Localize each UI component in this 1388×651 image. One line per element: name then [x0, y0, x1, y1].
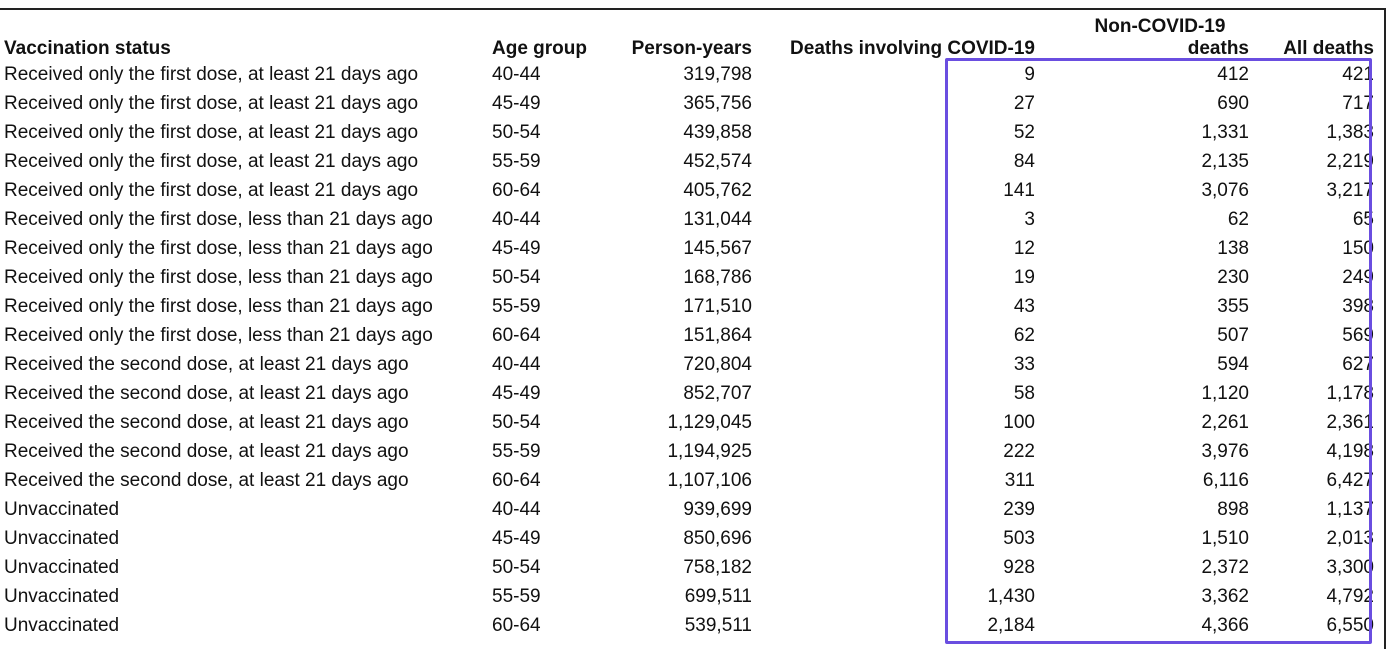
cell-covid-deaths: 928 — [1003, 557, 1035, 578]
cell-non-covid-deaths: 2,372 — [1201, 557, 1249, 578]
cell-person-years: 939,699 — [683, 499, 752, 520]
cell-all-deaths: 4,792 — [1326, 586, 1374, 607]
cell-covid-deaths: 3 — [1024, 209, 1035, 230]
cell-age-group: 50-54 — [492, 412, 541, 433]
cell-age-group: 45-49 — [492, 238, 541, 259]
cell-person-years: 151,864 — [683, 325, 752, 346]
cell-non-covid-deaths: 594 — [1217, 354, 1249, 375]
cell-covid-deaths: 33 — [1013, 354, 1035, 375]
header-person-years: Person-years — [631, 38, 752, 59]
table-row — [4, 495, 1376, 524]
cell-covid-deaths: 9 — [1024, 64, 1035, 85]
cell-age-group: 50-54 — [492, 267, 541, 288]
cell-non-covid-deaths: 6,116 — [1202, 470, 1249, 491]
cell-non-covid-deaths: 898 — [1217, 499, 1249, 520]
cell-covid-deaths: 19 — [1013, 267, 1035, 288]
cell-all-deaths: 150 — [1342, 238, 1374, 259]
cell-covid-deaths: 141 — [1003, 180, 1035, 201]
table-row — [4, 321, 1376, 350]
cell-non-covid-deaths: 2,261 — [1201, 412, 1249, 433]
cell-non-covid-deaths: 1,510 — [1201, 528, 1249, 549]
cell-covid-deaths: 311 — [1004, 470, 1035, 491]
cell-all-deaths: 627 — [1342, 354, 1374, 375]
cell-covid-deaths: 84 — [1013, 151, 1035, 172]
cell-all-deaths: 2,219 — [1326, 151, 1374, 172]
cell-all-deaths: 717 — [1342, 93, 1374, 114]
cell-vaccination-status: Received only the first dose, less than 21 days ago — [4, 325, 433, 346]
table-row — [4, 408, 1376, 437]
cell-covid-deaths: 239 — [1003, 499, 1035, 520]
cell-vaccination-status: Received the second dose, at least 21 days ago — [4, 470, 409, 491]
cell-non-covid-deaths: 3,076 — [1201, 180, 1249, 201]
cell-all-deaths: 2,013 — [1326, 528, 1374, 549]
cell-vaccination-status: Unvaccinated — [4, 615, 120, 636]
cell-covid-deaths: 2,184 — [987, 615, 1035, 636]
cell-person-years: 131,044 — [683, 209, 752, 230]
header-row — [4, 10, 1376, 60]
cell-age-group: 45-49 — [492, 93, 541, 114]
header-non-covid-line2: deaths — [1187, 38, 1249, 59]
cell-person-years: 171,510 — [683, 296, 752, 317]
header-covid-deaths: Deaths involving COVID-19 — [790, 38, 1035, 59]
cell-all-deaths: 65 — [1352, 209, 1374, 230]
table-body — [4, 60, 1376, 640]
cell-vaccination-status: Received only the first dose, at least 21 days ago — [4, 64, 419, 85]
cell-vaccination-status: Unvaccinated — [4, 557, 120, 578]
cell-covid-deaths: 58 — [1013, 383, 1035, 404]
cell-person-years: 405,762 — [683, 180, 752, 201]
cell-vaccination-status: Received the second dose, at least 21 days ago — [4, 412, 409, 433]
cell-person-years: 439,858 — [683, 122, 752, 143]
cell-covid-deaths: 503 — [1003, 528, 1035, 549]
cell-non-covid-deaths: 690 — [1217, 93, 1249, 114]
cell-all-deaths: 421 — [1342, 64, 1374, 85]
cell-all-deaths: 569 — [1342, 325, 1374, 346]
cell-non-covid-deaths: 2,135 — [1201, 151, 1249, 172]
cell-person-years: 319,798 — [683, 64, 752, 85]
cell-age-group: 40-44 — [492, 64, 541, 85]
header-non-covid-line1: Non-COVID-19 — [1094, 16, 1226, 37]
table-row — [4, 379, 1376, 408]
table-row — [4, 118, 1376, 147]
cell-non-covid-deaths: 230 — [1217, 267, 1249, 288]
cell-person-years: 852,707 — [683, 383, 752, 404]
cell-vaccination-status: Received the second dose, at least 21 days ago — [4, 383, 409, 404]
cell-non-covid-deaths: 355 — [1217, 296, 1249, 317]
cell-vaccination-status: Received only the first dose, at least 21 days ago — [4, 151, 419, 172]
cell-covid-deaths: 222 — [1003, 441, 1035, 462]
cell-person-years: 539,511 — [684, 615, 752, 636]
cell-vaccination-status: Received the second dose, at least 21 days ago — [4, 354, 409, 375]
cell-all-deaths: 1,383 — [1326, 122, 1374, 143]
cell-covid-deaths: 1,430 — [987, 586, 1035, 607]
cell-vaccination-status: Received the second dose, at least 21 days ago — [4, 441, 409, 462]
table-row — [4, 263, 1376, 292]
header-all-deaths: All deaths — [1283, 38, 1374, 59]
cell-age-group: 50-54 — [492, 122, 541, 143]
cell-age-group: 60-64 — [492, 470, 541, 491]
cell-person-years: 850,696 — [683, 528, 752, 549]
cell-vaccination-status: Received only the first dose, at least 21 days ago — [4, 180, 419, 201]
cell-covid-deaths: 12 — [1013, 238, 1035, 259]
cell-non-covid-deaths: 3,362 — [1201, 586, 1249, 607]
cell-vaccination-status: Unvaccinated — [4, 528, 120, 549]
cell-person-years: 1,107,106 — [667, 470, 752, 491]
cell-all-deaths: 6,550 — [1326, 615, 1374, 636]
header-vaccination-status: Vaccination status — [4, 38, 171, 59]
cell-age-group: 45-49 — [492, 383, 541, 404]
table-row — [4, 524, 1376, 553]
cell-age-group: 40-44 — [492, 354, 541, 375]
header-age-group: Age group — [492, 38, 587, 59]
cell-non-covid-deaths: 62 — [1227, 209, 1249, 230]
cell-vaccination-status: Received only the first dose, at least 21 days ago — [4, 122, 419, 143]
cell-person-years: 699,511 — [684, 586, 752, 607]
cell-age-group: 60-64 — [492, 615, 541, 636]
cell-person-years: 168,786 — [683, 267, 752, 288]
cell-vaccination-status: Unvaccinated — [4, 499, 120, 520]
cell-all-deaths: 4,198 — [1326, 441, 1374, 462]
cell-non-covid-deaths: 507 — [1217, 325, 1249, 346]
table-row — [4, 147, 1376, 176]
cell-non-covid-deaths: 138 — [1217, 238, 1249, 259]
cell-person-years: 720,804 — [683, 354, 752, 375]
cell-all-deaths: 1,137 — [1326, 499, 1374, 520]
table-row — [4, 60, 1376, 89]
cell-age-group: 40-44 — [492, 209, 541, 230]
cell-person-years: 365,756 — [683, 93, 752, 114]
cell-all-deaths: 3,217 — [1326, 180, 1374, 201]
cell-covid-deaths: 27 — [1013, 93, 1035, 114]
cell-age-group: 50-54 — [492, 557, 541, 578]
cell-vaccination-status: Received only the first dose, at least 21 days ago — [4, 93, 419, 114]
table-row — [4, 205, 1376, 234]
cell-vaccination-status: Received only the first dose, less than 21 days ago — [4, 238, 433, 259]
cell-non-covid-deaths: 1,331 — [1201, 122, 1249, 143]
table-row — [4, 234, 1376, 263]
table-row — [4, 176, 1376, 205]
cell-age-group: 60-64 — [492, 325, 541, 346]
cell-age-group: 55-59 — [492, 586, 541, 607]
table-row — [4, 553, 1376, 582]
table-row — [4, 466, 1376, 495]
cell-all-deaths: 2,361 — [1326, 412, 1374, 433]
cell-vaccination-status: Unvaccinated — [4, 586, 120, 607]
cell-person-years: 145,567 — [683, 238, 752, 259]
cell-vaccination-status: Received only the first dose, less than 21 days ago — [4, 296, 433, 317]
cell-all-deaths: 6,427 — [1326, 470, 1374, 491]
table-row — [4, 292, 1376, 321]
cell-person-years: 758,182 — [683, 557, 752, 578]
cell-covid-deaths: 62 — [1013, 325, 1035, 346]
cell-all-deaths: 249 — [1342, 267, 1374, 288]
cell-non-covid-deaths: 412 — [1217, 64, 1249, 85]
cell-non-covid-deaths: 3,976 — [1201, 441, 1249, 462]
cell-person-years: 1,129,045 — [667, 412, 752, 433]
deaths-table — [4, 10, 1376, 640]
cell-non-covid-deaths: 1,120 — [1201, 383, 1249, 404]
cell-covid-deaths: 52 — [1013, 122, 1035, 143]
table-row — [4, 350, 1376, 379]
cell-age-group: 60-64 — [492, 180, 541, 201]
cell-vaccination-status: Received only the first dose, less than 21 days ago — [4, 209, 433, 230]
cell-person-years: 452,574 — [683, 151, 752, 172]
cell-all-deaths: 1,178 — [1326, 383, 1374, 404]
cell-age-group: 55-59 — [492, 296, 541, 317]
cell-age-group: 55-59 — [492, 151, 541, 172]
cell-covid-deaths: 100 — [1003, 412, 1035, 433]
cell-age-group: 45-49 — [492, 528, 541, 549]
cell-age-group: 40-44 — [492, 499, 541, 520]
table-row — [4, 582, 1376, 611]
cell-all-deaths: 398 — [1342, 296, 1374, 317]
table-row — [4, 611, 1376, 640]
cell-age-group: 55-59 — [492, 441, 541, 462]
table-row — [4, 437, 1376, 466]
header-non-covid-deaths — [1037, 10, 1251, 60]
cell-person-years: 1,194,925 — [667, 441, 752, 462]
cell-covid-deaths: 43 — [1013, 296, 1035, 317]
cell-vaccination-status: Received only the first dose, less than 21 days ago — [4, 267, 433, 288]
cell-non-covid-deaths: 4,366 — [1201, 615, 1249, 636]
cell-all-deaths: 3,300 — [1326, 557, 1374, 578]
table-row — [4, 89, 1376, 118]
